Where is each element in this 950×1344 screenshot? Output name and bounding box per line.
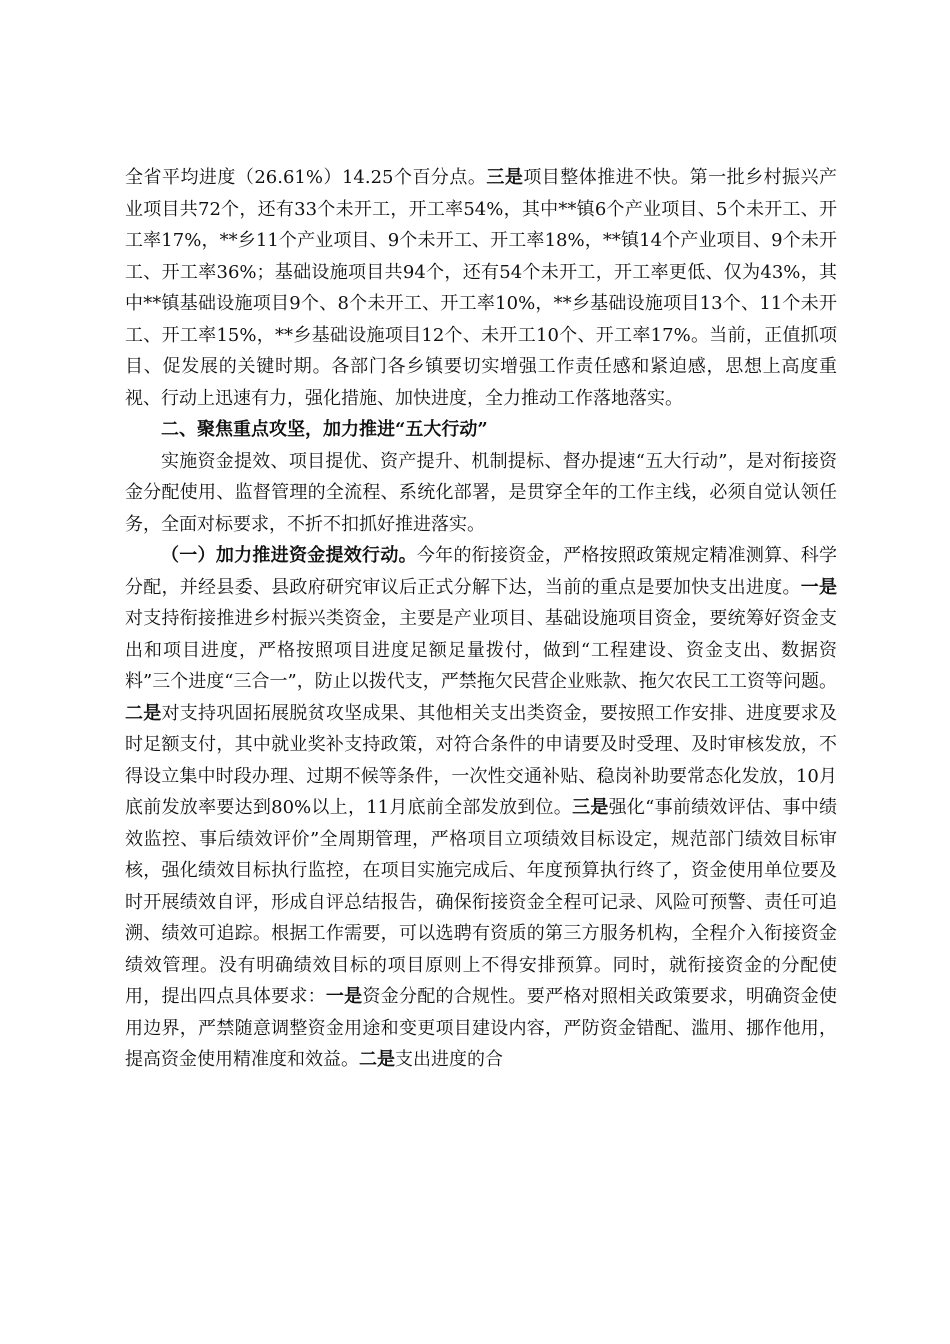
bold-phrase: 二、聚焦重点攻坚，加力推进“五大行动”: [161, 419, 488, 440]
bold-phrase: 二是: [359, 1049, 395, 1070]
section-heading: [125, 414, 837, 446]
text-run: 今年的衔接资金，严格按照政策规定精准测算、科学分配，并经县委、县政府研究审议后正式分解下达，当前的重点是要加快支出进度。: [125, 545, 837, 598]
bold-phrase: 二是: [125, 702, 162, 724]
document-page: [125, 162, 837, 1076]
bold-phrase: 一是: [800, 576, 837, 598]
body-paragraph: [125, 446, 837, 541]
text-run: 资金分配的合规性。要严格对照相关政策要求，明确资金使用边界，严禁随意调整资金用途和变更项目建设内容，严防资金错配、滥用、挪作他用，提高资金使用精准度和效益。: [125, 986, 838, 1070]
bold-phrase: 三是: [572, 797, 609, 818]
body-paragraph: [125, 162, 837, 414]
bold-phrase: 一是: [325, 986, 363, 1007]
text-run: 全省平均进度（26.61%）14.25个百分点。: [125, 167, 487, 188]
text-run: 对支持衔接推进乡村振兴类资金，主要是产业项目、基础设施项目资金，要统筹好资金支出和项目进度，严格按照项目进度足额足量拨付，做到“工程建设、资金支出、数据资料”三个进度“三合一”，防止以拨代支，严禁拖欠民营企业账款、拖欠农民工工资等问题。: [125, 608, 837, 692]
bold-phrase: 三是: [486, 167, 524, 188]
bold-phrase: （一）加力推进资金提效行动。: [161, 545, 417, 566]
text-run: 支出进度的合: [395, 1049, 503, 1070]
text-run: 项目整体推进不快。第一批乡村振兴产业项目共72个，还有33个未开工，开工率54%，其中**镇6个产业项目、5个未开工、开工率17%，**乡11个产业项目、9个未开工、开工率18%，**镇14个产业项目、9个未开工、开工率36%；基础设施项目共94个，还有54个未开工，开工率更低、仅为43%，其中**镇基础设施项目9个、8个未开工、开工率10%，**乡基础设施项目13个、11个未开工、开工率15%，**乡基础设施项目12个、未开工10个、开工率17%。当前，正值抓项目、促发展的关键时期。各部门各乡镇要切实增强工作责任感和紧迫感，思想上高度重视、行动上迅速有力，强化措施、加快进度，全力推动工作落地落实。: [125, 167, 838, 409]
body-paragraph: [125, 540, 837, 1076]
text-run: 实施资金提效、项目提优、资产提升、机制提标、督办提速“五大行动”，是对衔接资金分配使用、监督管理的全流程、系统化部署，是贯穿全年的工作主线，必须自觉认领任务，全面对标要求，不折不扣抓好推进落实。: [125, 450, 837, 535]
text-run: 对支持巩固拓展脱贫攻坚成果、其他相关支出类资金，要按照工作安排、进度要求及时足额支付，其中就业奖补支持政策，对符合条件的申请要及时受理、及时审核发放，不得设立集中时段办理、过期不候等条件，一次性交通补贴、稳岗补助要常态化发放，10月底前发放率要达到80%以上，11月底前全部发放到位。: [125, 702, 838, 818]
text-run: 强化“事前绩效评估、事中绩效监控、事后绩效评价”全周期管理，严格项目立项绩效目标设定，规范部门绩效目标审核，强化绩效目标执行监控，在项目实施完成后、年度预算执行终了，资金使用单位要及时开展绩效自评，形成自评总结报告，确保衔接资金全程可记录、风险可预警、责任可追溯、绩效可追踪。根据工作需要，可以选聘有资质的第三方服务机构，全程介入衔接资金绩效管理。没有明确绩效目标的项目原则上不得安排预算。同时，就衔接资金的分配使用，提出四点具体要求：: [125, 797, 838, 1007]
